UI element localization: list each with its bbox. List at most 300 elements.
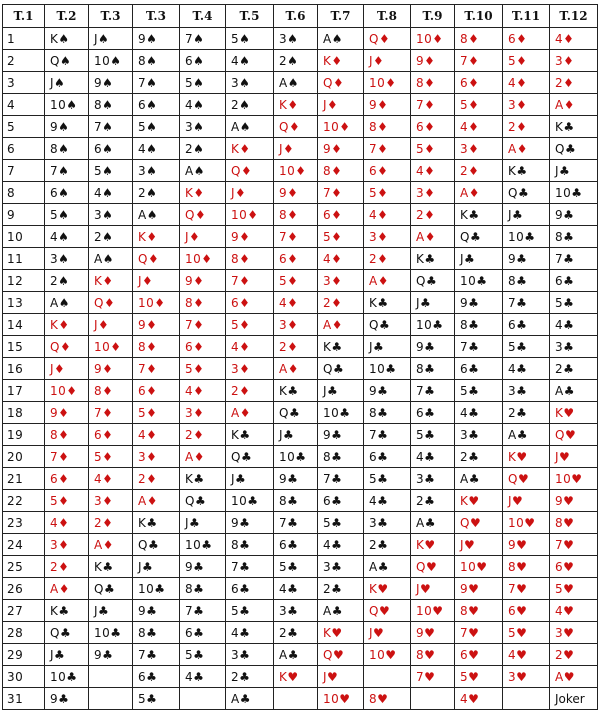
card-cell: J♦ xyxy=(274,138,318,160)
card-cell: A♦ xyxy=(274,358,318,380)
card-cell: 10♥ xyxy=(318,688,364,710)
card-cell: 6♦ xyxy=(455,72,503,94)
card-cell: 5♠ xyxy=(226,28,274,50)
card-cell: 9♦ xyxy=(133,314,180,336)
card-cell: Q♠ xyxy=(45,50,89,72)
row-number: 5 xyxy=(3,116,45,138)
card-cell: 7♣ xyxy=(133,644,180,666)
card-cell: A♦ xyxy=(180,446,226,468)
column-header: T.11 xyxy=(503,5,550,28)
card-cell: 5♦ xyxy=(318,226,364,248)
card-cell: 10♣ xyxy=(89,622,133,644)
card-cell: 10♣ xyxy=(503,226,550,248)
card-cell: 10♣ xyxy=(411,314,455,336)
card-cell: K♣ xyxy=(318,336,364,358)
row-number: 2 xyxy=(3,50,45,72)
card-cell: 5♣ xyxy=(411,424,455,446)
card-cell: J♠ xyxy=(89,28,133,50)
card-cell: 8♥ xyxy=(550,512,598,534)
card-cell: A♠ xyxy=(180,160,226,182)
card-cell: 8♣ xyxy=(226,534,274,556)
card-cell: 8♠ xyxy=(45,138,89,160)
card-cell: 4♠ xyxy=(89,182,133,204)
card-cell: 6♣ xyxy=(364,446,411,468)
card-cell: 10♥ xyxy=(503,512,550,534)
card-cell: 4♦ xyxy=(550,28,598,50)
card-cell: A♠ xyxy=(226,116,274,138)
card-cell: Q♥ xyxy=(411,556,455,578)
card-cell: 4♣ xyxy=(226,622,274,644)
card-cell: 7♦ xyxy=(89,402,133,424)
card-cell: 8♣ xyxy=(455,314,503,336)
table-row xyxy=(3,424,598,446)
card-cell: 9♦ xyxy=(411,50,455,72)
card-cell: 3♥ xyxy=(550,622,598,644)
row-number: 1 xyxy=(3,28,45,50)
card-cell: 6♠ xyxy=(180,50,226,72)
card-cell: 3♣ xyxy=(411,468,455,490)
card-cell: 4♣ xyxy=(318,534,364,556)
card-cell: Q♦ xyxy=(226,160,274,182)
card-cell: K♦ xyxy=(133,226,180,248)
card-cell: 9♦ xyxy=(274,182,318,204)
card-cell: 10♠ xyxy=(45,94,89,116)
card-cell: A♣ xyxy=(318,600,364,622)
card-cell: 8♦ xyxy=(226,248,274,270)
card-cell: J♦ xyxy=(364,50,411,72)
card-cell: Q♣ xyxy=(45,622,89,644)
card-cell: 3♣ xyxy=(318,556,364,578)
card-cell: 7♦ xyxy=(364,138,411,160)
card-cell: 2♠ xyxy=(180,138,226,160)
card-cell: 8♠ xyxy=(133,50,180,72)
row-number: 17 xyxy=(3,380,45,402)
card-cell: A♦ xyxy=(455,182,503,204)
card-cell: 5♠ xyxy=(133,116,180,138)
card-cell: 8♦ xyxy=(133,336,180,358)
card-cell: 10♣ xyxy=(133,578,180,600)
card-cell: K♣ xyxy=(411,248,455,270)
card-cell: A♦ xyxy=(411,226,455,248)
card-cell: 10♣ xyxy=(45,666,89,688)
card-cell: 3♣ xyxy=(550,336,598,358)
card-cell: 3♦ xyxy=(411,182,455,204)
card-cell: K♦ xyxy=(45,314,89,336)
card-cell: Q♣ xyxy=(455,226,503,248)
card-cell: J♠ xyxy=(45,72,89,94)
card-cell: 3♦ xyxy=(274,314,318,336)
row-number: 28 xyxy=(3,622,45,644)
card-cell: 2♣ xyxy=(364,534,411,556)
row-number: 9 xyxy=(3,204,45,226)
card-cell: 3♣ xyxy=(455,424,503,446)
card-cell: 5♣ xyxy=(274,556,318,578)
card-cell: Q♦ xyxy=(364,28,411,50)
card-cell: 5♦ xyxy=(503,50,550,72)
card-cell: 8♦ xyxy=(455,28,503,50)
card-cell: 9♣ xyxy=(45,688,89,710)
card-cell: 7♥ xyxy=(503,578,550,600)
card-cell: A♦ xyxy=(226,402,274,424)
card-cell: 5♠ xyxy=(89,160,133,182)
card-cell: 7♣ xyxy=(364,424,411,446)
card-cell: K♥ xyxy=(503,446,550,468)
card-cell: 6♣ xyxy=(274,534,318,556)
card-cell: 5♣ xyxy=(133,688,180,710)
card-cell: J♥ xyxy=(455,534,503,556)
card-cell: K♣ xyxy=(503,160,550,182)
card-cell: 8♣ xyxy=(133,622,180,644)
card-cell: 9♦ xyxy=(226,226,274,248)
card-cell: 10♣ xyxy=(274,446,318,468)
card-cell: 4♦ xyxy=(364,204,411,226)
card-cell: K♣ xyxy=(180,468,226,490)
card-cell: 4♦ xyxy=(226,336,274,358)
table-row xyxy=(3,270,598,292)
header-row xyxy=(3,5,598,28)
card-cell: 3♠ xyxy=(133,160,180,182)
card-cell: 8♣ xyxy=(274,490,318,512)
card-cell: Q♣ xyxy=(503,182,550,204)
table-row xyxy=(3,534,598,556)
card-cell: 4♦ xyxy=(180,380,226,402)
card-cell: 10♦ xyxy=(226,204,274,226)
card-cell: 5♦ xyxy=(274,270,318,292)
card-cell: 10♦ xyxy=(411,28,455,50)
row-number: 22 xyxy=(3,490,45,512)
card-cell: A♦ xyxy=(550,94,598,116)
card-cell: A♦ xyxy=(45,578,89,600)
column-header: T.9 xyxy=(411,5,455,28)
card-cell: 7♦ xyxy=(318,182,364,204)
card-cell: A♦ xyxy=(89,534,133,556)
card-cell: 2♦ xyxy=(455,160,503,182)
card-cell: 3♠ xyxy=(45,248,89,270)
table-row xyxy=(3,600,598,622)
card-cell: Q♦ xyxy=(89,292,133,314)
card-cell: 2♦ xyxy=(364,248,411,270)
card-cell: 10♣ xyxy=(226,490,274,512)
card-cell: 7♥ xyxy=(411,666,455,688)
card-cell: 7♦ xyxy=(274,226,318,248)
card-cell: K♠ xyxy=(45,28,89,50)
card-cell: 6♦ xyxy=(274,248,318,270)
card-cell: 5♦ xyxy=(364,182,411,204)
card-cell: J♣ xyxy=(274,424,318,446)
card-cell: 10♣ xyxy=(550,182,598,204)
table-row xyxy=(3,116,598,138)
table-row xyxy=(3,292,598,314)
table-row xyxy=(3,644,598,666)
empty-cell xyxy=(503,688,550,710)
row-number: 14 xyxy=(3,314,45,336)
card-cell: J♥ xyxy=(503,490,550,512)
card-cell: 9♣ xyxy=(411,336,455,358)
card-cell: 10♥ xyxy=(455,556,503,578)
card-cell: 5♥ xyxy=(550,578,598,600)
card-cell: A♣ xyxy=(411,512,455,534)
card-cell: K♣ xyxy=(455,204,503,226)
card-cell: Q♥ xyxy=(503,468,550,490)
card-cell: 5♠ xyxy=(45,204,89,226)
card-cell: 7♣ xyxy=(550,248,598,270)
card-cell: 3♦ xyxy=(133,446,180,468)
card-cell: 10♣ xyxy=(180,534,226,556)
card-cell: 2♣ xyxy=(226,666,274,688)
card-cell: J♣ xyxy=(318,380,364,402)
card-cell: A♠ xyxy=(274,72,318,94)
card-cell: 6♠ xyxy=(89,138,133,160)
card-cell: 8♠ xyxy=(89,94,133,116)
card-cell: Q♣ xyxy=(411,270,455,292)
card-cell: K♦ xyxy=(318,50,364,72)
row-number: 13 xyxy=(3,292,45,314)
card-cell: Q♣ xyxy=(550,138,598,160)
card-cell: 6♦ xyxy=(133,380,180,402)
table-row xyxy=(3,622,598,644)
card-cell: Q♦ xyxy=(45,336,89,358)
row-number: 24 xyxy=(3,534,45,556)
card-cell: 6♦ xyxy=(503,28,550,50)
row-number: 25 xyxy=(3,556,45,578)
card-cell: J♣ xyxy=(180,512,226,534)
card-cell: A♣ xyxy=(274,644,318,666)
table-row xyxy=(3,402,598,424)
card-cell: 7♦ xyxy=(411,94,455,116)
card-cell: 9♣ xyxy=(455,292,503,314)
card-cell: 2♠ xyxy=(89,226,133,248)
card-cell: 6♠ xyxy=(133,94,180,116)
card-cell: 8♥ xyxy=(455,600,503,622)
card-cell: 8♣ xyxy=(318,446,364,468)
table-row xyxy=(3,578,598,600)
card-cell: Q♣ xyxy=(180,490,226,512)
card-cell: 9♣ xyxy=(364,380,411,402)
card-cell: 10♦ xyxy=(318,116,364,138)
card-cell: 3♠ xyxy=(89,204,133,226)
card-cell: A♣ xyxy=(226,688,274,710)
card-cell: 4♦ xyxy=(503,72,550,94)
card-cell: 8♦ xyxy=(45,424,89,446)
column-header: T.1 xyxy=(3,5,45,28)
card-cell: Q♦ xyxy=(133,248,180,270)
card-cell: A♠ xyxy=(133,204,180,226)
column-header: T.4 xyxy=(180,5,226,28)
column-header: T.2 xyxy=(45,5,89,28)
card-cell: 7♠ xyxy=(180,28,226,50)
card-cell: J♣ xyxy=(133,556,180,578)
card-cell: 8♣ xyxy=(180,578,226,600)
table-row xyxy=(3,490,598,512)
card-cell: 9♦ xyxy=(364,94,411,116)
card-cell: K♣ xyxy=(364,292,411,314)
card-table xyxy=(2,4,598,710)
card-cell: J♦ xyxy=(89,314,133,336)
card-cell: 3♦ xyxy=(364,226,411,248)
card-cell: 6♦ xyxy=(411,116,455,138)
card-cell: 8♦ xyxy=(274,204,318,226)
card-cell: 6♣ xyxy=(318,490,364,512)
table-row xyxy=(3,28,598,50)
card-cell: 7♣ xyxy=(226,556,274,578)
card-cell: 5♥ xyxy=(455,666,503,688)
table-body xyxy=(3,28,598,710)
card-cell: 8♣ xyxy=(503,270,550,292)
card-cell: 2♦ xyxy=(503,116,550,138)
card-cell: 9♥ xyxy=(455,578,503,600)
table-row xyxy=(3,226,598,248)
card-cell: 6♣ xyxy=(550,270,598,292)
table-row xyxy=(3,72,598,94)
card-cell: 6♦ xyxy=(180,336,226,358)
card-cell: 3♣ xyxy=(364,512,411,534)
empty-cell xyxy=(364,666,411,688)
card-cell: K♣ xyxy=(550,116,598,138)
row-number: 16 xyxy=(3,358,45,380)
card-cell: 8♦ xyxy=(180,292,226,314)
card-cell: 3♦ xyxy=(503,94,550,116)
table-row xyxy=(3,314,598,336)
card-cell: 6♦ xyxy=(318,204,364,226)
card-cell: 5♣ xyxy=(503,336,550,358)
card-cell: 6♣ xyxy=(133,666,180,688)
card-cell: 7♠ xyxy=(45,160,89,182)
card-cell: Q♣ xyxy=(89,578,133,600)
card-cell: A♦ xyxy=(364,270,411,292)
table-row xyxy=(3,248,598,270)
card-cell: 8♣ xyxy=(550,226,598,248)
card-cell: 9♦ xyxy=(89,358,133,380)
card-cell: J♥ xyxy=(411,578,455,600)
card-cell: 2♦ xyxy=(411,204,455,226)
card-cell: 10♣ xyxy=(364,358,411,380)
card-cell: 2♣ xyxy=(411,490,455,512)
column-header: T.3 xyxy=(133,5,180,28)
card-cell: 3♠ xyxy=(274,28,318,50)
card-cell: 9♠ xyxy=(133,28,180,50)
card-cell: J♥ xyxy=(364,622,411,644)
joker-cell: Joker xyxy=(550,688,598,710)
card-cell: 7♥ xyxy=(550,534,598,556)
card-cell: Q♣ xyxy=(226,446,274,468)
card-cell: A♣ xyxy=(550,380,598,402)
card-cell: K♥ xyxy=(455,490,503,512)
card-cell: K♥ xyxy=(364,578,411,600)
card-cell: 3♦ xyxy=(455,138,503,160)
card-cell: J♦ xyxy=(133,270,180,292)
card-cell: 5♦ xyxy=(89,446,133,468)
card-cell: 2♠ xyxy=(274,50,318,72)
card-cell: 9♣ xyxy=(318,424,364,446)
card-cell: 6♦ xyxy=(89,424,133,446)
card-cell: Q♦ xyxy=(318,72,364,94)
card-cell: 2♦ xyxy=(550,72,598,94)
card-cell: 2♣ xyxy=(503,402,550,424)
card-cell: 8♦ xyxy=(364,116,411,138)
column-header: T.5 xyxy=(226,5,274,28)
card-cell: J♥ xyxy=(550,446,598,468)
card-cell: 7♣ xyxy=(455,336,503,358)
card-cell: 7♦ xyxy=(180,314,226,336)
card-cell: 3♦ xyxy=(318,270,364,292)
card-cell: 9♣ xyxy=(226,512,274,534)
card-cell: 5♦ xyxy=(455,94,503,116)
card-cell: 5♣ xyxy=(226,600,274,622)
card-cell: 2♦ xyxy=(133,468,180,490)
row-number: 21 xyxy=(3,468,45,490)
card-cell: J♦ xyxy=(180,226,226,248)
card-cell: 7♦ xyxy=(45,446,89,468)
row-number: 3 xyxy=(3,72,45,94)
card-cell: K♦ xyxy=(89,270,133,292)
card-cell: 9♣ xyxy=(550,204,598,226)
table-row xyxy=(3,94,598,116)
card-cell: 9♥ xyxy=(503,534,550,556)
empty-cell xyxy=(411,688,455,710)
table-row xyxy=(3,380,598,402)
card-cell: K♣ xyxy=(89,556,133,578)
empty-cell xyxy=(89,688,133,710)
card-cell: 9♦ xyxy=(318,138,364,160)
card-cell: Q♣ xyxy=(133,534,180,556)
card-cell: 8♣ xyxy=(411,358,455,380)
card-cell: Q♦ xyxy=(180,204,226,226)
card-cell: 4♣ xyxy=(180,666,226,688)
card-cell: 10♦ xyxy=(45,380,89,402)
card-cell: Q♥ xyxy=(364,600,411,622)
card-cell: 7♦ xyxy=(455,50,503,72)
card-cell: 6♦ xyxy=(45,468,89,490)
row-number: 30 xyxy=(3,666,45,688)
card-cell: K♥ xyxy=(550,402,598,424)
card-cell: J♣ xyxy=(45,644,89,666)
card-cell: A♣ xyxy=(455,468,503,490)
card-cell: 4♦ xyxy=(45,512,89,534)
column-header: T.12 xyxy=(550,5,598,28)
card-cell: K♥ xyxy=(274,666,318,688)
card-cell: 2♣ xyxy=(455,446,503,468)
card-cell: 4♠ xyxy=(133,138,180,160)
card-cell: 6♣ xyxy=(180,622,226,644)
card-cell: 5♣ xyxy=(364,468,411,490)
card-cell: J♣ xyxy=(550,160,598,182)
row-number: 8 xyxy=(3,182,45,204)
card-cell: 5♣ xyxy=(455,380,503,402)
row-number: 18 xyxy=(3,402,45,424)
card-cell: 5♣ xyxy=(180,644,226,666)
card-cell: K♥ xyxy=(318,622,364,644)
row-number: 19 xyxy=(3,424,45,446)
card-cell: 2♦ xyxy=(89,512,133,534)
card-cell: A♠ xyxy=(45,292,89,314)
table-row xyxy=(3,138,598,160)
card-cell: 10♥ xyxy=(364,644,411,666)
table-row xyxy=(3,512,598,534)
row-number: 31 xyxy=(3,688,45,710)
card-cell: K♥ xyxy=(411,534,455,556)
card-cell: 3♦ xyxy=(45,534,89,556)
card-cell: Q♣ xyxy=(364,314,411,336)
card-cell: A♣ xyxy=(503,424,550,446)
card-cell: 2♦ xyxy=(180,424,226,446)
card-cell: 10♦ xyxy=(180,248,226,270)
table-row xyxy=(3,556,598,578)
card-cell: J♣ xyxy=(455,248,503,270)
card-cell: 4♥ xyxy=(550,600,598,622)
column-header: T.8 xyxy=(364,5,411,28)
table-row xyxy=(3,666,598,688)
card-cell: 4♣ xyxy=(364,490,411,512)
